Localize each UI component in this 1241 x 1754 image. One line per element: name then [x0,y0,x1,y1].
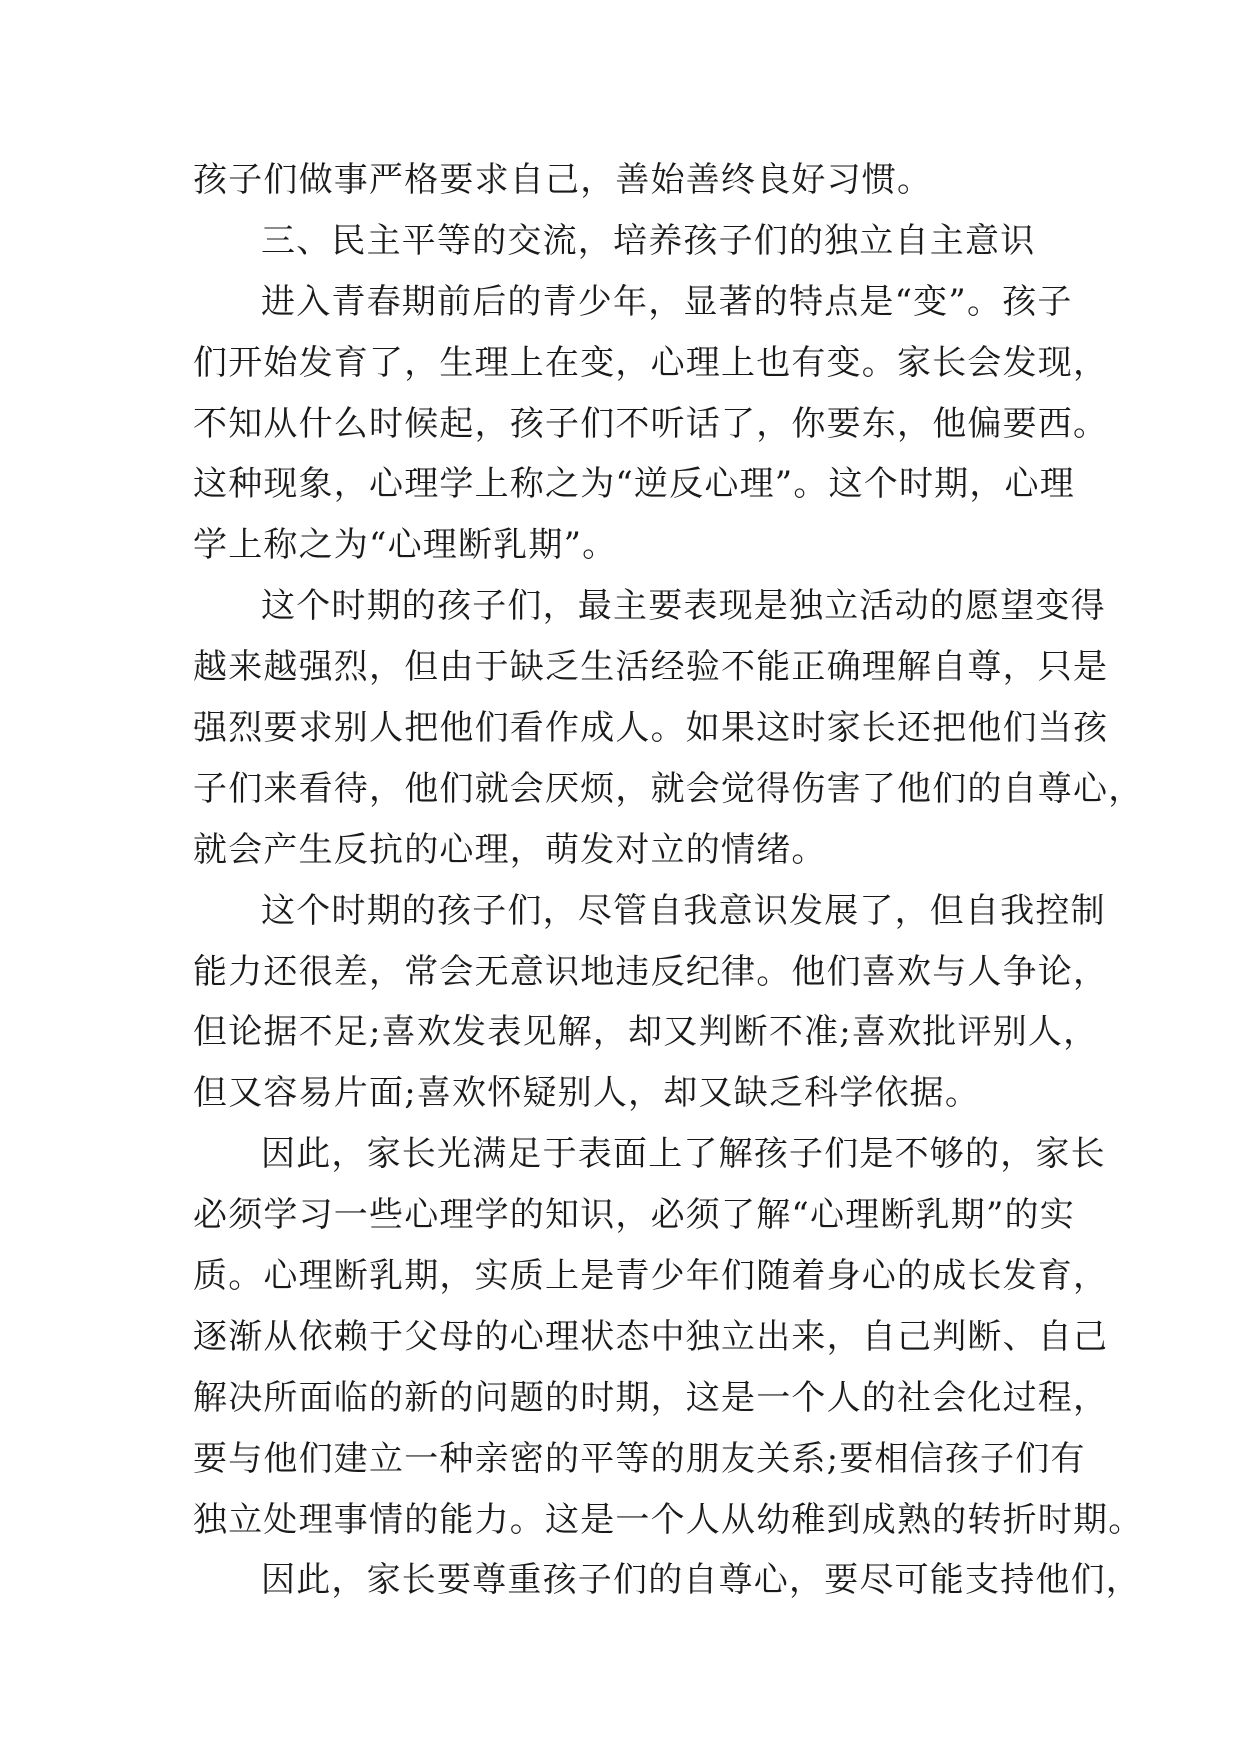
paragraph-4-line-4: 逐渐从依赖于父母的心理状态中独立出来，自己判断、自己 [193,1316,1109,1357]
paragraph-2-line-3: 强烈要求别人把他们看作成人。如果这时家长还把他们当孩 [193,708,1109,749]
paragraph-4-line-5: 解决所面临的新的问题的时期，这是一个人的社会化过程， [193,1377,1109,1418]
paragraph-1-line-1: 进入青春期前后的青少年，显著的特点是“变”。孩子 [261,281,1073,322]
paragraph-2-line-5: 就会产生反抗的心理，萌发对立的情绪。 [193,829,827,870]
body-text [193,150,1144,1611]
paragraph-4-line-1: 因此，家长光满足于表面上了解孩子们是不够的，家长 [261,1134,1106,1175]
paragraph-3-line-4: 但又容易片面;喜欢怀疑别人，却又缺乏科学依据。 [193,1073,981,1114]
text-line-continued: 孩子们做事严格要求自己，善始善终良好习惯。 [193,160,933,200]
paragraph-2-line-4: 子们来看待，他们就会厌烦，就会觉得伤害了他们的自尊心， [193,768,1144,809]
paragraph-3-line-3: 但论据不足;喜欢发表见解，却又判断不准;喜欢批评别人， [193,1012,1099,1053]
paragraph-4-line-3: 质。心理断乳期，实质上是青少年们随着身心的成长发育， [193,1256,1109,1297]
paragraph-3-line-1: 这个时期的孩子们，尽管自我意识发展了，但自我控制 [261,890,1106,931]
paragraph-1-line-4: 这种现象，心理学上称之为“逆反心理”。这个时期，心理 [193,464,1075,505]
paragraph-4-line-6: 要与他们建立一种亲密的平等的朋友关系;要相信孩子们有 [193,1438,1086,1479]
paragraph-1-line-2: 们开始发育了，生理上在变，心理上也有变。家长会发现， [193,342,1109,383]
paragraph-4-line-7: 独立处理事情的能力。这是一个人从幼稚到成熟的转折时期。 [193,1499,1144,1540]
paragraph-2-line-1: 这个时期的孩子们，最主要表现是独立活动的愿望变得 [261,586,1106,627]
paragraph-4-line-2: 必须学习一些心理学的知识，必须了解“心理断乳期”的实 [193,1195,1075,1236]
paragraph-3-line-2: 能力还很差，常会无意识地违反纪律。他们喜欢与人争论， [193,951,1109,992]
paragraph-2-line-2: 越来越强烈，但由于缺乏生活经验不能正确理解自尊，只是 [193,647,1109,688]
section-heading: 三、民主平等的交流，培养孩子们的独立自主意识 [261,220,1036,261]
paragraph-1-line-3: 不知从什么时候起，孩子们不听话了，你要东，他偏要西。 [193,403,1109,444]
paragraph-5-line-1: 因此，家长要尊重孩子们的自尊心，要尽可能支持他们， [261,1560,1141,1601]
paragraph-1-line-5: 学上称之为“心理断乳期”。 [193,525,618,566]
